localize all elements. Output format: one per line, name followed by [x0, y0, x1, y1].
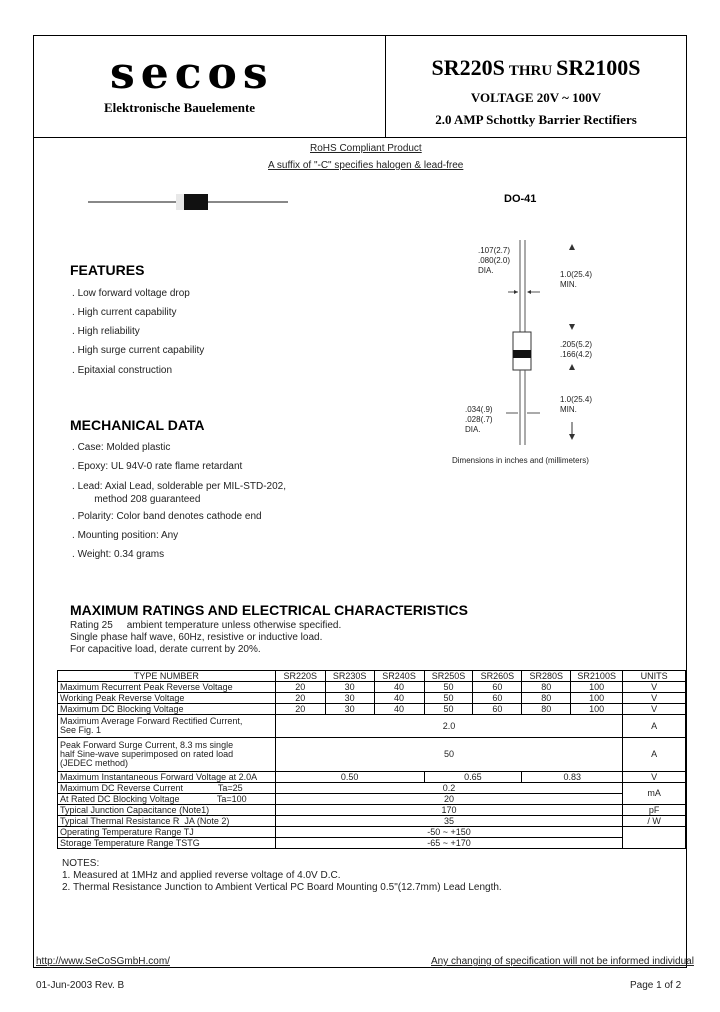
mechanical-item: . Case: Molded plastic — [72, 442, 171, 453]
unit-cell: V — [623, 693, 686, 704]
cell: 20 — [275, 693, 325, 704]
cell: 20 — [275, 682, 325, 693]
cell: 0.65 — [424, 772, 522, 783]
table-row — [58, 682, 686, 693]
feature-item: . Epitaxial construction — [72, 365, 173, 376]
footer-page-number: Page 1 of 2 — [630, 980, 682, 991]
table-row — [58, 704, 686, 715]
cell: 100 — [571, 682, 623, 693]
row-label: Maximum DC Reverse Current Ta=25 — [58, 783, 276, 794]
row-label: Operating Temperature Range TJ — [58, 827, 276, 838]
cell: 50 — [424, 682, 473, 693]
row-label: Maximum Average Forward Rectified Current, See Fig. 1 — [58, 715, 276, 738]
mechanical-title: MECHANICAL DATA — [70, 417, 205, 433]
cell: 0.83 — [522, 772, 623, 783]
voltage-range: VOLTAGE 20V ~ 100V — [470, 90, 602, 105]
row-label: Peak Forward Surge Current, 8.3 ms single half Sine-wave superimposed on rated load (JEDEC method) — [58, 738, 276, 772]
row-label: Typical Thermal Resistance R JA (Note 2) — [58, 816, 276, 827]
cell: 80 — [522, 693, 571, 704]
table-row — [58, 783, 686, 794]
title-thru: THRU — [508, 63, 553, 79]
unit-cell: V — [623, 772, 686, 783]
row-label: At Rated DC Blocking Voltage Ta=100 — [58, 794, 276, 805]
col-sr280s: SR280S — [522, 671, 571, 682]
dimensions-note: Dimensions in inches and (millimeters) — [452, 456, 589, 465]
unit-cell: pF — [623, 805, 686, 816]
cell: 60 — [473, 682, 522, 693]
row-label: Storage Temperature Range TSTG — [58, 838, 276, 849]
footer-disclaimer: Any changing of specification will not be informed individual — [431, 956, 694, 967]
mechanical-item: . Epoxy: UL 94V-0 rate flame retardant — [72, 461, 243, 472]
col-sr220s: SR220S — [275, 671, 325, 682]
cell: -50 ~ +150 — [275, 827, 622, 838]
product-subtitle: 2.0 AMP Schottky Barrier Rectifiers — [435, 112, 637, 127]
table-row — [58, 794, 686, 805]
table-row — [58, 805, 686, 816]
cell: 0.2 — [275, 783, 622, 794]
cell: 35 — [275, 816, 622, 827]
feature-item: . Low forward voltage drop — [72, 288, 190, 299]
rohs-line1: RoHS Compliant Product — [310, 143, 422, 154]
company-logo: secos — [110, 48, 274, 99]
title-part2: SR2100S — [556, 55, 641, 80]
cell: 50 — [424, 704, 473, 715]
row-label: Maximum DC Blocking Voltage — [58, 704, 276, 715]
row-label: Maximum Recurrent Peak Reverse Voltage — [58, 682, 276, 693]
col-sr250s: SR250S — [424, 671, 473, 682]
mechanical-item: . Mounting position: Any — [72, 530, 179, 541]
unit-cell — [623, 827, 686, 849]
col-sr240s: SR240S — [374, 671, 424, 682]
cell: -65 ~ +170 — [275, 838, 622, 849]
wire-diameter-dim: .034(.9) .028(.7) DIA. — [465, 405, 493, 434]
lead-length-bottom-dim: 1.0(25.4) MIN. — [560, 395, 593, 414]
cell: 20 — [275, 794, 622, 805]
feature-text: High reliability — [77, 326, 140, 337]
cell: 30 — [325, 704, 374, 715]
ratings-condition-2: Single phase half wave, 60Hz, resistive or inductive load. — [70, 632, 323, 643]
cell: 170 — [275, 805, 622, 816]
feature-item: . High surge current capability — [72, 345, 205, 356]
ratings-condition-3: For capacitive load, derate current by 20%. — [70, 644, 261, 655]
mechanical-text: Case: Molded plastic — [77, 442, 171, 453]
features-title: FEATURES — [70, 262, 145, 278]
row-label: Maximum Instantaneous Forward Voltage at 2.0A — [58, 772, 276, 783]
mechanical-text: Polarity: Color band denotes cathode end — [77, 511, 262, 522]
unit-cell: V — [623, 704, 686, 715]
col-units: UNITS — [623, 671, 686, 682]
footer-url[interactable]: http://www.SeCoSGmbH.com/ — [36, 956, 170, 967]
feature-text: Epitaxial construction — [77, 365, 173, 376]
characteristics-table — [57, 670, 686, 849]
mechanical-item: . Polarity: Color band denotes cathode end — [72, 511, 262, 522]
rohs-line2: A suffix of "-C" specifies halogen & lead-free — [268, 160, 464, 171]
table-header-row — [58, 671, 686, 682]
body-length-dim: .205(5.2) .166(4.2) — [560, 340, 593, 359]
company-name: Elektronische Bauelemente — [104, 100, 256, 115]
note-1: 1. Measured at 1MHz and applied reverse voltage of 4.0V D.C. — [62, 870, 341, 881]
cell: 80 — [522, 704, 571, 715]
mechanical-text: Mounting position: Any — [77, 530, 179, 541]
cell: 60 — [473, 693, 522, 704]
cell: 50 — [275, 738, 622, 772]
ratings-title: MAXIMUM RATINGS AND ELECTRICAL CHARACTERISTICS — [70, 602, 468, 618]
col-sr2100s: SR2100S — [571, 671, 623, 682]
cell: 0.50 — [275, 772, 424, 783]
diode-illustration — [88, 192, 288, 212]
note-2: 2. Thermal Resistance Junction to Ambient Vertical PC Board Mounting 0.5"(12.7mm) Lead Length. — [62, 882, 502, 893]
footer-date-rev: 01-Jun-2003 Rev. B — [36, 980, 125, 991]
mechanical-text: Lead: Axial Lead, solderable per MIL-STD-202, method 208 guaranteed — [77, 481, 287, 505]
col-type-number: TYPE NUMBER — [58, 671, 276, 682]
unit-cell: A — [623, 715, 686, 738]
unit-cell: V — [623, 682, 686, 693]
table-row — [58, 772, 686, 783]
title-part1: SR220S — [431, 55, 505, 80]
table-row — [58, 838, 686, 849]
cell: 50 — [424, 693, 473, 704]
page-title — [385, 55, 687, 81]
mechanical-text: Weight: 0.34 grams — [77, 549, 165, 560]
cell: 60 — [473, 704, 522, 715]
unit-cell: / W — [623, 816, 686, 827]
cell: 100 — [571, 693, 623, 704]
cell: 80 — [522, 682, 571, 693]
table-row — [58, 693, 686, 704]
cell: 2.0 — [275, 715, 622, 738]
cell: 30 — [325, 693, 374, 704]
feature-text: High surge current capability — [77, 345, 205, 356]
cell: 100 — [571, 704, 623, 715]
cell: 40 — [374, 704, 424, 715]
feature-item: . High current capability — [72, 307, 177, 318]
col-sr230s: SR230S — [325, 671, 374, 682]
cell: 40 — [374, 682, 424, 693]
cell: 30 — [325, 682, 374, 693]
notes-title: NOTES: — [62, 858, 100, 869]
table-row — [58, 715, 686, 738]
unit-cell: A — [623, 738, 686, 772]
table-row — [58, 738, 686, 772]
cell: 40 — [374, 693, 424, 704]
row-label: Typical Junction Capacitance (Note1) — [58, 805, 276, 816]
feature-text: Low forward voltage drop — [77, 288, 190, 299]
unit-cell: mA — [623, 783, 686, 805]
header-divider — [33, 137, 687, 138]
table-row — [58, 816, 686, 827]
mechanical-item: . Lead: Axial Lead, solderable per MIL-STD-202, method 208 guaranteed — [72, 481, 287, 505]
row-label: Working Peak Reverse Voltage — [58, 693, 276, 704]
mechanical-text: Epoxy: UL 94V-0 rate flame retardant — [77, 461, 243, 472]
feature-text: High current capability — [77, 307, 177, 318]
col-sr260s: SR260S — [473, 671, 522, 682]
feature-item: . High reliability — [72, 326, 140, 337]
ratings-condition-1: Rating 25 ambient temperature unless otherwise specified. — [70, 620, 342, 631]
lead-diameter-dim: .107(2.7) .080(2.0) DIA. — [478, 246, 511, 275]
cell: 20 — [275, 704, 325, 715]
lead-length-top-dim: 1.0(25.4) MIN. — [560, 270, 593, 289]
package-name: DO-41 — [504, 193, 537, 205]
table-row — [58, 827, 686, 838]
mechanical-item: . Weight: 0.34 grams — [72, 549, 165, 560]
